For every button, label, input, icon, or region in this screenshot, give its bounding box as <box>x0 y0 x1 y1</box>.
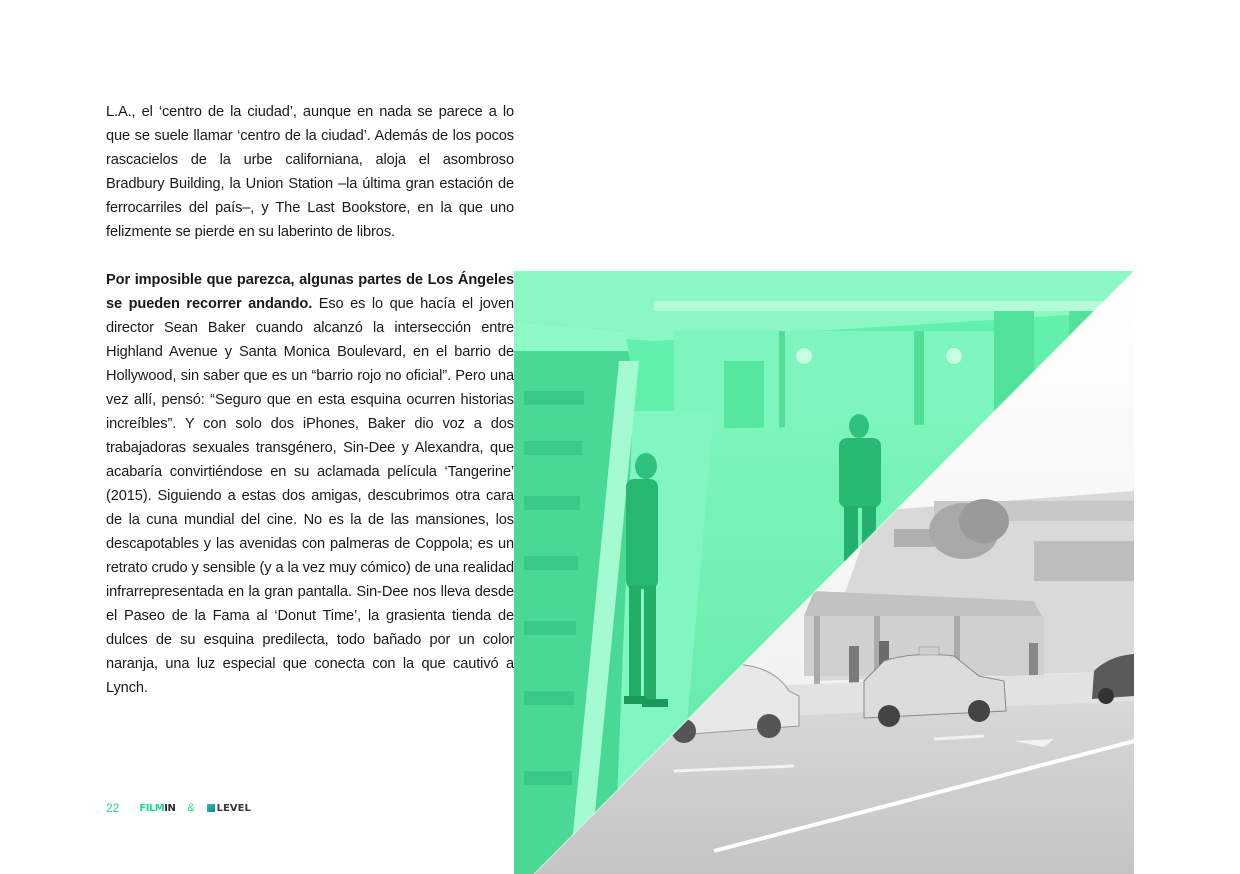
paragraph-downtown: L.A., el ‘centro de la ciudad’, aunque en nada se parece a lo que se suele llamar ‘centro de la ciudad’. Además de los pocos rascacielos de la urbe californiana, aloja el asombroso Bradbury Building, la Union Station –la última gran estación de ferrocarriles del país–, y The Last Bookstore, en la que uno felizmente se pierde en su laberinto de libros. <box>106 104 514 240</box>
filmin-logo <box>139 803 175 814</box>
filmin-logo-film: FILM <box>139 802 165 814</box>
paragraph-lead: Por imposible que parezca, algunas partes de Los Ángeles se pueden recorrer andando. <box>106 272 514 312</box>
photo-illustration <box>514 271 1134 874</box>
article-body <box>106 100 514 700</box>
filmin-logo-in: IN <box>164 802 176 814</box>
composite-photo <box>514 271 1134 874</box>
level-mark-icon <box>207 804 215 812</box>
page-footer <box>106 800 251 816</box>
level-logo <box>207 803 251 814</box>
page-number: 22 <box>106 801 120 815</box>
paragraph-body: Eso es lo que hacía el joven director Sean Baker cuando alcanzó la intersección entre Highland Avenue y Santa Monica Boulevard, en el barrio de Hollywood, sin saber que es un “barrio rojo no oficial”. Pero una vez allí, pensó: “Seguro que en esta esquina ocurren historias increíbles”. Y con solo dos iPhones, Baker dio voz a dos trabajadoras sexuales transgénero, Sin-Dee y Alexandra, que acabaría convirtiéndose en su aclamada película ‘Tangerine’ (2015). Siguiendo a estas dos amigas, descubrimos otra cara de la cuna mundial del cine. No es la de las mansiones, los descapotables y las avenidas con palmeras de Coppola; es un retrato crudo y sensible (y a la vez muy cómico) de una realidad infrarrepresentada en la gran pantalla. Sin-Dee nos lleva desde el Paseo de la Fama al ‘Donut Time’, la grasienta tienda de dulces de su esquina predilecta, todo bañado por un color naranja, una luz especial que conecta con la que cautivó a Lynch. <box>106 296 514 696</box>
paragraph-tangerine <box>106 268 514 700</box>
level-logo-text: LEVEL <box>216 802 251 814</box>
ampersand: & <box>187 802 195 814</box>
